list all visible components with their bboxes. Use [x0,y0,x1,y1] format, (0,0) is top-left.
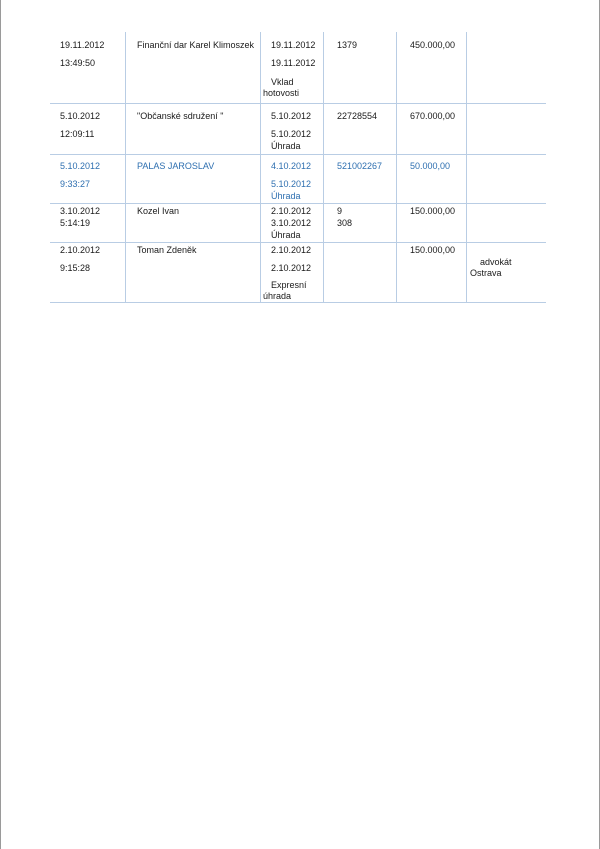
counterparty-name: Finanční dar Karel Klimoszek [137,40,255,50]
note-cell [466,243,547,302]
name-cell [125,243,261,302]
counterparty-name: Kozel Ivan [137,206,180,216]
transaction-date: 19.11.2012 [60,40,105,50]
note-line-1: advokát [480,257,512,267]
date-1: 2.10.2012 [271,245,312,255]
transaction-date: 2.10.2012 [60,245,101,255]
counterparty-name: Toman Zdeněk [137,245,197,255]
transaction-time: 12:09:11 [60,129,95,139]
transaction-date: 5.10.2012 [60,111,101,121]
date-2: 19.11.2012 [271,58,316,68]
dates-cell [260,243,324,302]
date-2: 3.10.2012 [271,218,312,228]
counterparty-name: "Občanské sdružení " [137,111,224,121]
date-time-cell [60,243,125,302]
note-cell [466,155,547,203]
transaction-date: 5.10.2012 [60,161,101,171]
transaction-time: 9:33:27 [60,179,91,189]
account-number-line-2: 308 [337,218,353,228]
account-cell [323,155,397,203]
dates-cell [260,104,324,154]
date-2: 5.10.2012 [271,179,312,189]
transaction-time: 5:14:19 [60,218,91,228]
name-cell [125,32,261,103]
account-number: 1379 [337,40,358,50]
table-row [50,32,546,104]
account-cell [323,104,397,154]
note-cell [466,204,547,242]
account-cell [323,243,397,302]
transaction-time: 13:49:50 [60,58,96,68]
payment-type: Úhrada [271,191,301,201]
dates-cell [260,204,324,242]
payment-type-line-2: hotovosti [263,88,300,98]
table-row [50,204,546,243]
table-row [50,155,546,204]
transaction-time: 9:15:28 [60,263,91,273]
amount-cell [396,243,467,302]
table-row [50,243,546,303]
date-2: 5.10.2012 [271,129,312,139]
amount-cell [396,204,467,242]
payment-type-line-1: Vklad [271,77,294,87]
date-2: 2.10.2012 [271,263,312,273]
payment-type-line-2: úhrada [263,291,292,301]
amount: 150.000,00 [410,206,456,216]
amount-cell [396,104,467,154]
dates-cell [260,32,324,103]
payment-type: Úhrada [271,141,301,151]
amount-cell [396,32,467,103]
date-1: 5.10.2012 [271,111,312,121]
account-number-line-1: 9 [337,206,343,216]
amount-cell [396,155,467,203]
account-cell [323,204,397,242]
date-1: 19.11.2012 [271,40,316,50]
account-number: 521002267 [337,161,383,171]
page-edge-left [0,0,1,849]
date-time-cell [60,104,125,154]
date-time-cell [60,155,125,203]
dates-cell [260,155,324,203]
date-1: 2.10.2012 [271,206,312,216]
table-row [50,104,546,155]
name-cell [125,104,261,154]
note-cell [466,104,547,154]
account-number: 22728554 [337,111,378,121]
amount: 670.000,00 [410,111,456,121]
payment-type: Úhrada [271,230,301,240]
account-cell [323,32,397,103]
note-line-2: Ostrava [470,268,502,278]
transaction-date: 3.10.2012 [60,206,101,216]
amount: 150.000,00 [410,245,456,255]
date-time-cell [60,204,125,242]
date-1: 4.10.2012 [271,161,312,171]
payment-type-line-1: Expresní [271,280,307,290]
date-time-cell [60,32,125,103]
counterparty-name: PALAS JAROSLAV [137,161,215,171]
amount: 450.000,00 [410,40,456,50]
name-cell [125,155,261,203]
amount: 50.000,00 [410,161,451,171]
name-cell [125,204,261,242]
note-cell [466,32,547,103]
